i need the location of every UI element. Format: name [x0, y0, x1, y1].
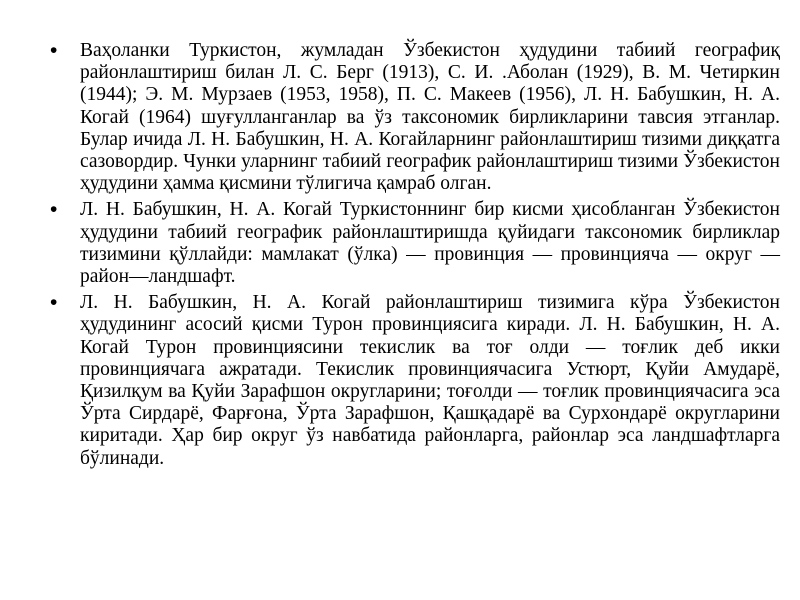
bullet-icon: •: [50, 39, 58, 62]
bullet-text: Л. Н. Бабушкин, Н. А. Когай районлаштириш тизимига кўра Ўзбекистон ҳудудининг асосий қисми Турон провинциясига киради. Л. Н. Бабушкин, Н. А. Когай Турон провинциясини текислик ва тоғ олди — тоғлик деб икки провинциячага ажратади. Текислик провинциячасига Устюрт, Қуйи Амударё, Қизилқум ва Қуйи Зарафшон округларини; тоғолди — тоғлик провинциячасига эса Ўрта Сирдарё, Фарғона, Ўрта Зарафшон, Қашқадарё ва Сурхондарё округларини киритади. Ҳар бир округ ўз навбатида районларга, районлар эса ландшафтларга бўлинади.: [80, 292, 780, 469]
bullet-icon: •: [50, 198, 58, 222]
bullet-text: Ваҳоланки Туркистон, жумладан Ўзбекистон ҳудудини табиий географиқ районлаштириш билан Л. С. Берг (1913), С. И. .Аболан (1929), В. М. Четиркин (1944); Э. М. Мурзаев (1953, 1958), П. С. Макеев (1956), Л. Н. Бабушкин, Н. А. Когай (1964) шуғулланганлар ва ўз таксономик бирликларини тавсия этганлар. Булар ичида Л. Н. Бабушкин, Н. А. Когайларнинг районлаштириш тизими диққатга сазовордир. Чунки уларнинг табиий географик районлаштириш тизими Ўзбекистон ҳудудини ҳамма қисмини тўлигича қамраб олган.: [80, 40, 780, 195]
bullet-item: [40, 292, 780, 470]
bullet-item: [40, 40, 780, 195]
bullet-icon: •: [50, 291, 58, 315]
bullet-text: Л. Н. Бабушкин, Н. А. Когай Туркистоннинг бир кисми ҳисобланган Ўзбекистон ҳудудини табиий географик районлаштиришда қуйидаги таксономик бирликлар тизимини қўллайди: мамлакат (ўлка) — провинция — провинциячa — округ — район—ландшафт.: [80, 199, 780, 288]
bullet-list: [40, 40, 780, 474]
bullet-item: [40, 199, 780, 288]
